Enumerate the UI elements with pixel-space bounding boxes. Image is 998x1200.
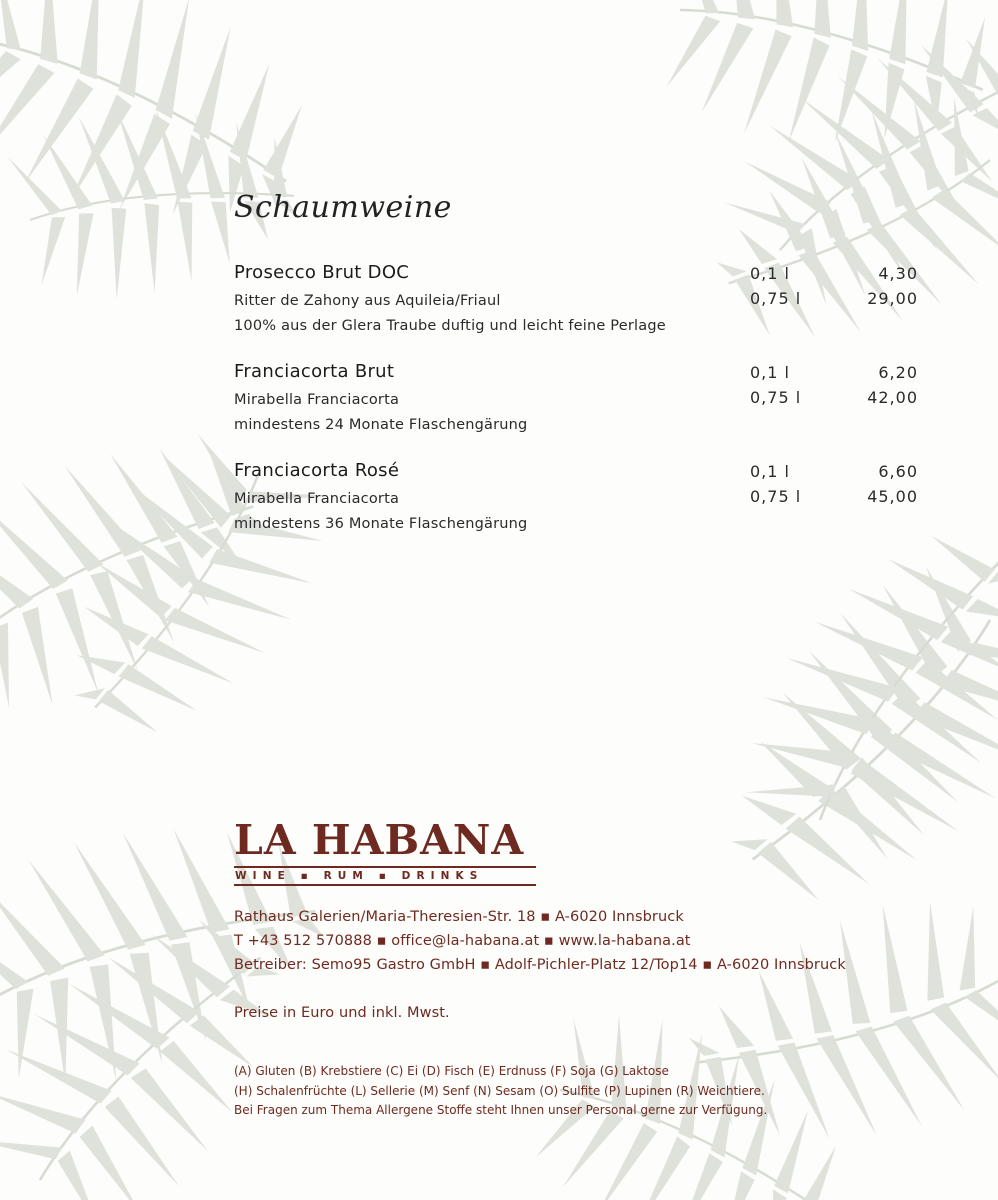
item-price: 6,20 <box>878 363 918 382</box>
item-producer: Ritter de Zahony aus Aquileia/Friaul <box>234 293 501 309</box>
contact-phone-web: T +43 512 570888 ▪ office@la-habana.at ▪ www.la-habana.at <box>234 933 691 949</box>
item-name: Prosecco Brut DOC <box>234 262 410 283</box>
item-producer: Mirabella Franciacorta <box>234 392 400 408</box>
item-volume: 0,1 l <box>750 264 790 283</box>
allergen-line: (A) Gluten (B) Krebstiere (C) Ei (D) Fisch (E) Erdnuss (F) Soja (G) Laktose <box>234 1064 669 1078</box>
item-volume: 0,1 l <box>750 462 790 481</box>
logo-wordmark: LA HABANA <box>234 816 525 864</box>
item-volume: 0,75 l <box>750 388 802 407</box>
item-price: 29,00 <box>867 289 918 308</box>
item-description: mindestens 24 Monate Flaschengärung <box>234 417 528 433</box>
item-price: 42,00 <box>867 388 918 407</box>
item-price: 6,60 <box>878 462 918 481</box>
menu-item <box>234 460 918 539</box>
item-name: Franciacorta Rosé <box>234 460 400 481</box>
item-name: Franciacorta Brut <box>234 361 395 382</box>
item-producer: Mirabella Franciacorta <box>234 491 400 507</box>
item-description: mindestens 36 Monate Flaschengärung <box>234 516 528 532</box>
item-description: 100% aus der Glera Traube duftig und leicht feine Perlage <box>234 318 666 334</box>
item-price: 45,00 <box>867 487 918 506</box>
logo-tagline: WINE ▪ RUM ▪ DRINKS <box>235 870 484 882</box>
allergen-line: (H) Schalenfrüchte (L) Sellerie (M) Senf (N) Sesam (O) Sulfite (P) Lupinen (R) Weichtiere. <box>234 1084 765 1098</box>
la-habana-logo <box>234 816 536 886</box>
contact-address: Rathaus Galerien/Maria-Theresien-Str. 18 ▪ A-6020 Innsbruck <box>234 909 684 925</box>
item-price: 4,30 <box>878 264 918 283</box>
logo-divider <box>234 884 536 886</box>
menu-item <box>234 262 918 341</box>
contact-operator: Betreiber: Semo95 Gastro GmbH ▪ Adolf-Pichler-Platz 12/Top14 ▪ A-6020 Innsbruck <box>234 957 846 973</box>
allergen-note: Bei Fragen zum Thema Allergene Stoffe steht Ihnen unser Personal gerne zur Verfügung. <box>234 1103 768 1117</box>
item-volume: 0,75 l <box>750 289 802 308</box>
item-volume: 0,75 l <box>750 487 802 506</box>
section-title: Schaumweine <box>234 190 452 225</box>
menu-item <box>234 361 918 440</box>
price-note: Preise in Euro und inkl. Mwst. <box>234 1005 450 1021</box>
item-volume: 0,1 l <box>750 363 790 382</box>
